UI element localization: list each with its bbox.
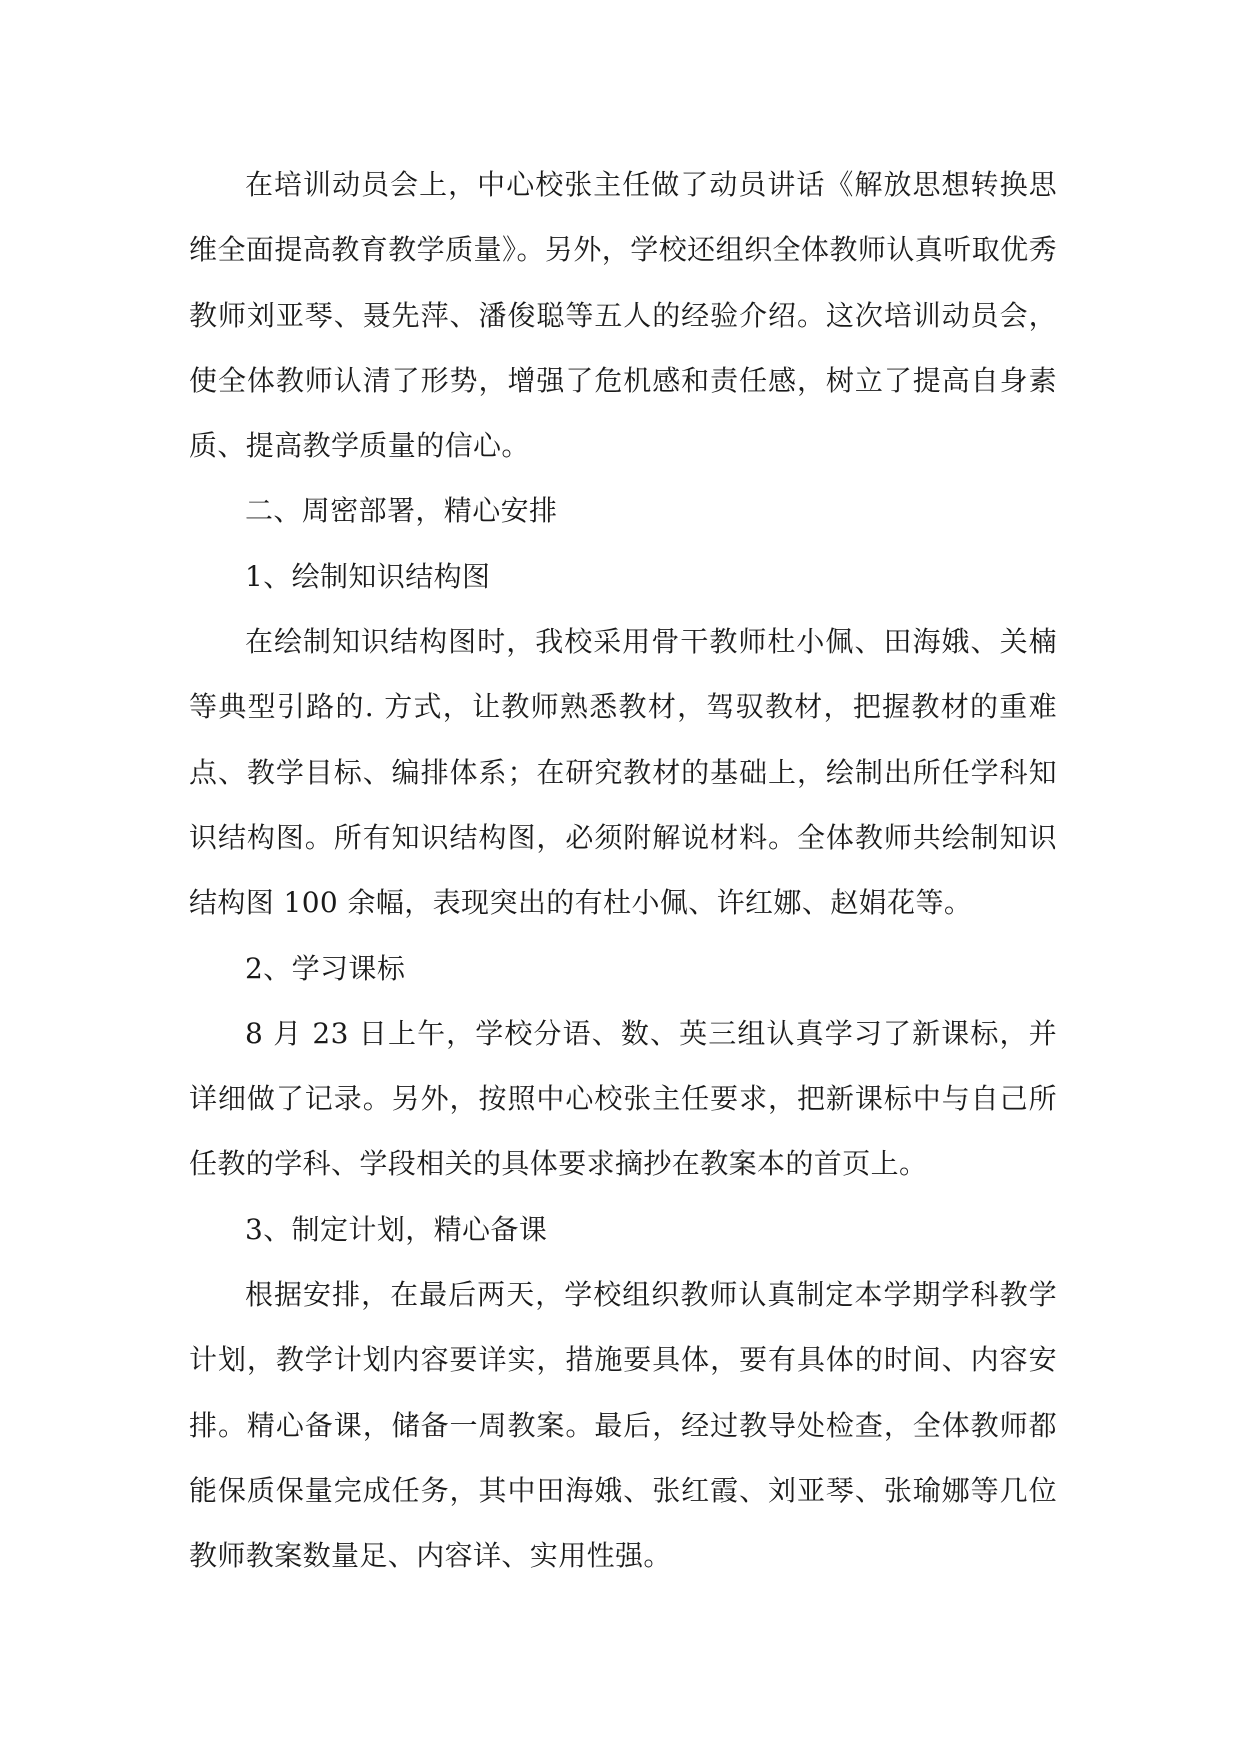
paragraph-planning-preparation: 根据安排，在最后两天，学校组织教师认真制定本学期学科教学计划，教学计划内容要详实，措施要具体，要有具体的时间、内容安排。精心备课，储备一周教案。最后，经过教导处检查，全体教师都能保质保量完成任务，其中田海娥、张红霞、刘亚琴、张瑜娜等几位教师教案数量足、内容详、实用性强。 (189, 1278, 1057, 1573)
document-body (189, 152, 1057, 1589)
paragraph-knowledge-structure: 在绘制知识结构图时，我校采用骨干教师杜小佩、田海娥、关楠等典型引路的. 方式，让教师熟悉教材，驾驭教材，把握教材的重难点、教学目标、编排体系；在研究教材的基础上，绘制出所任学科知识结构图。所有知识结构图，必须附解说材料。全体教师共绘制知识结构图 100 余幅，表现突出的有杜小佩、许红娜、赵娟花等。 (189, 625, 1057, 920)
paragraph-mobilization-meeting: 在培训动员会上，中心校张主任做了动员讲话《解放思想转换思维全面提高教育教学质量》。另外，学校还组织全体教师认真听取优秀教师刘亚琴、聂先萍、潘俊聪等五人的经验介绍。这次培训动员会，使全体教师认清了形势，增强了危机感和责任感，树立了提高自身素质、提高教学质量的信心。 (189, 168, 1057, 463)
paragraph-curriculum-study: 8 月 23 日上午，学校分语、数、英三组认真学习了新课标，并详细做了记录。另外，按照中心校张主任要求，把新课标中与自己所任教的学科、学段相关的具体要求摘抄在教案本的首页上。 (189, 1016, 1057, 1181)
subheading-planning-preparation: 3、制定计划，精心备课 (245, 1212, 548, 1246)
subheading-curriculum-study: 2、学习课标 (245, 951, 406, 985)
section-heading-deployment: 二、周密部署，精心安排 (245, 494, 558, 528)
subheading-knowledge-structure: 1、绘制知识结构图 (245, 559, 491, 593)
